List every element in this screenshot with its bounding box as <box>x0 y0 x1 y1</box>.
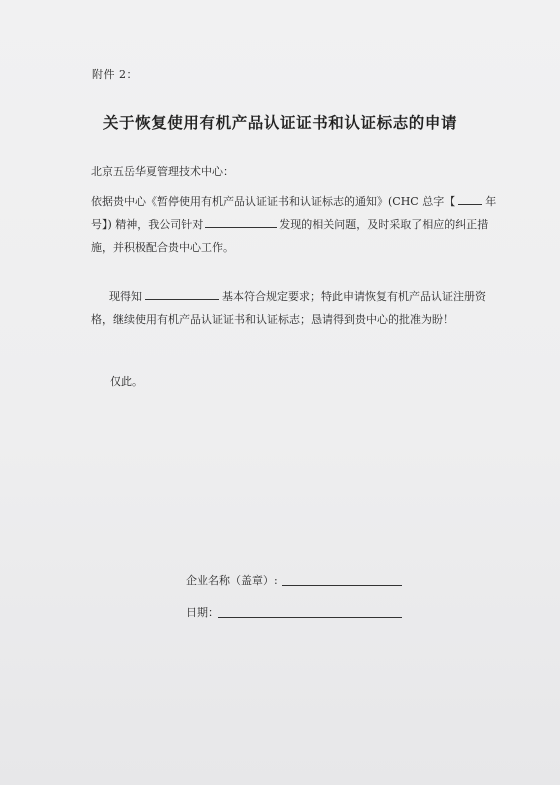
year-text: 年 <box>485 195 497 208</box>
corrective-measures-text: 发现的相关问题，及时采取了相应的纠正措 <box>279 218 489 231</box>
scope-blank <box>145 287 219 300</box>
company-name-label: 企业名称（盖章）: <box>186 574 278 587</box>
paragraph-request-line-1 <box>91 190 497 213</box>
paragraph-request <box>91 190 497 259</box>
notice-reference-text: 依据贵中心《暂停使用有机产品认证证书和认证标志的通知》(CHC 总字【 <box>91 195 456 208</box>
now-informed-text: 现得知 <box>109 290 142 303</box>
paragraph-application <box>91 285 491 331</box>
compliance-text: 基本符合规定要求；特此申请恢复有机产品认证注册资 <box>222 290 486 303</box>
attachment-label: 附件 2： <box>92 68 138 81</box>
date-label: 日期： <box>186 606 219 619</box>
recipient-line: 北京五岳华夏管理技术中心： <box>91 165 234 178</box>
company-address-text: 号】) 精神，我公司针对 <box>91 218 204 231</box>
paragraph-request-line-3: 施，并积极配合贵中心工作。 <box>91 241 234 254</box>
closing-text: 仅此。 <box>110 375 143 388</box>
paragraph-application-line-1 <box>91 285 491 308</box>
issue-source-blank <box>205 215 277 228</box>
notice-number-blank <box>458 192 482 205</box>
date-signature-line <box>218 617 402 618</box>
paragraph-application-line-2: 格，继续使用有机产品认证证书和认证标志；恳请得到贵中心的批准为盼！ <box>91 313 454 326</box>
company-name-signature-line <box>282 585 402 586</box>
document-title: 关于恢复使用有机产品认证证书和认证标志的申请 <box>102 113 458 132</box>
paragraph-request-line-2 <box>91 213 491 236</box>
